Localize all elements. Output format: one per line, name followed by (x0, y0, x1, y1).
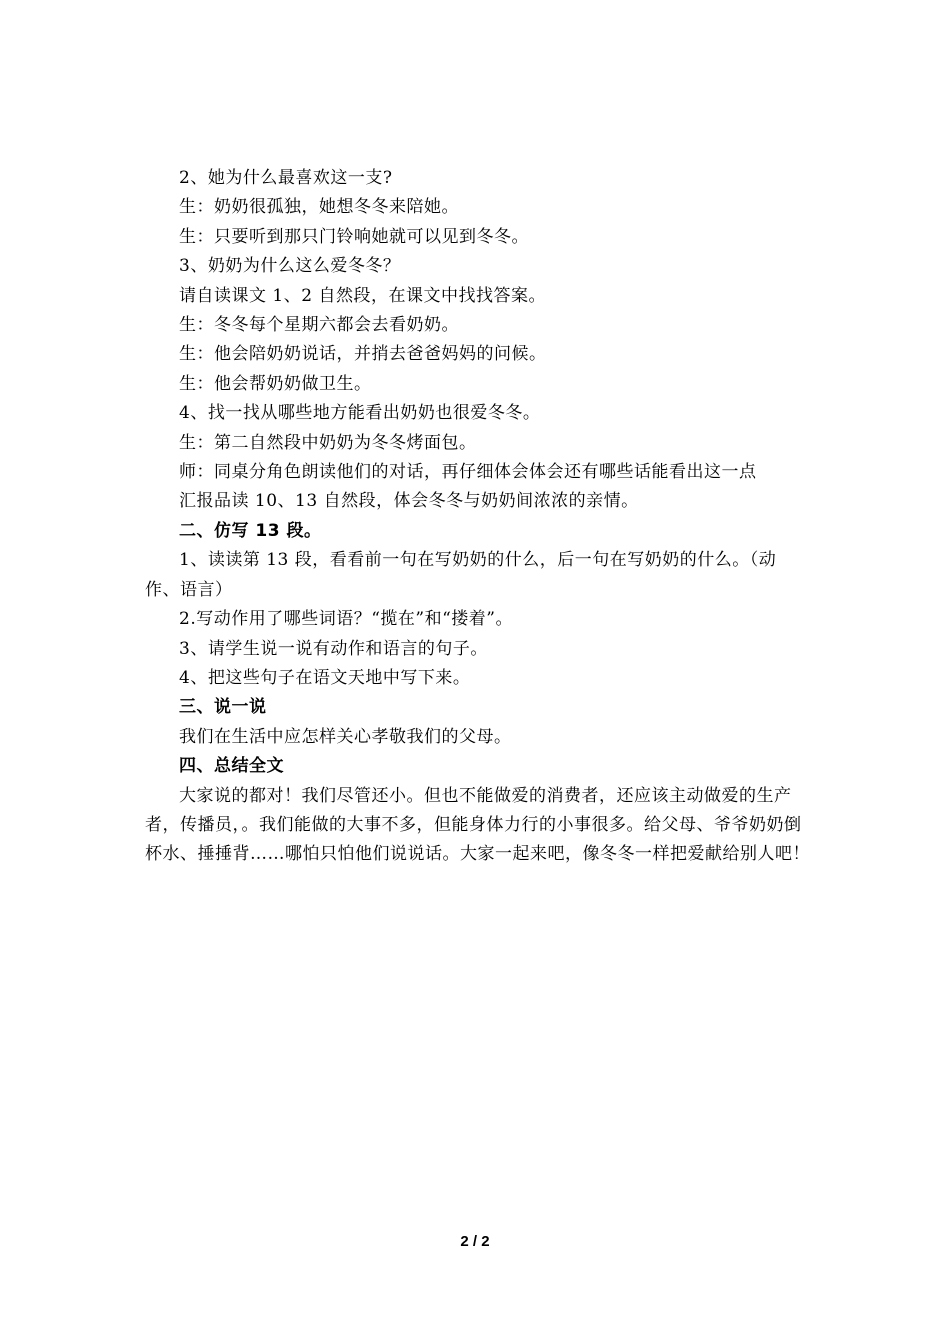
paragraph: 生：奶奶很孤独，她想冬冬来陪她。 (179, 197, 459, 218)
paragraph: 4、把这些句子在语文天地中写下来。 (179, 667, 471, 688)
section-heading: 四、总结全文 (179, 756, 284, 777)
paragraph: 我们在生活中应怎样关心孝敬我们的父母。 (179, 726, 512, 747)
paragraph: 2、她为什么最喜欢这一支? (179, 168, 393, 188)
paragraph: 1、读读第 13 段，看看前一句在写奶奶的什么，后一句在写奶奶的什么。（动作、语言） (145, 550, 777, 600)
paragraph: 4、找一找从哪些地方能看出奶奶也很爱冬冬。 (179, 403, 541, 424)
paragraph: 生：第二自然段中奶奶为冬冬烤面包。 (179, 432, 477, 453)
section-heading: 三、说一说 (179, 697, 267, 718)
paragraph: 2.写动作用了哪些词语？“揽在”和“搂着”。 (179, 609, 513, 630)
paragraph: 生：只要听到那只门铃响她就可以见到冬冬。 (179, 226, 529, 247)
paragraph: 请自读课文 1、2 自然段，在课文中找找答案。 (179, 285, 546, 306)
paragraph: 生：他会帮奶奶做卫生。 (179, 373, 372, 394)
paragraph: 生：冬冬每个星期六都会去看奶奶。 (179, 315, 459, 336)
paragraph: 汇报品读 10、13 自然段，体会冬冬与奶奶间浓浓的亲情。 (179, 491, 639, 512)
paragraph: 生：他会陪奶奶说话，并捎去爸爸妈妈的问候。 (179, 344, 547, 365)
paragraph: 3、奶奶为什么这么爱冬冬？ (179, 256, 401, 277)
document-body (145, 164, 810, 870)
page-number: 2 / 2 (460, 1233, 490, 1250)
section-heading: 二、仿写 13 段。 (179, 520, 322, 541)
paragraph: 大家说的都对！我们尽管还小。但也不能做爱的消费者，还应该主动做爱的生产者，传播员，。我们能做的大事不多，但能身体力行的小事很多。给父母、爷爷奶奶倒杯水、捶捶背……哪怕只怕他们说说话。大家一起来吧，像冬冬一样把爱献给别人吧！ (145, 785, 810, 865)
paragraph: 3、请学生说一说有动作和语言的句子。 (179, 638, 488, 659)
paragraph: 师：同桌分角色朗读他们的对话，再仔细体会体会还有哪些话能看出这一点 (179, 462, 757, 483)
